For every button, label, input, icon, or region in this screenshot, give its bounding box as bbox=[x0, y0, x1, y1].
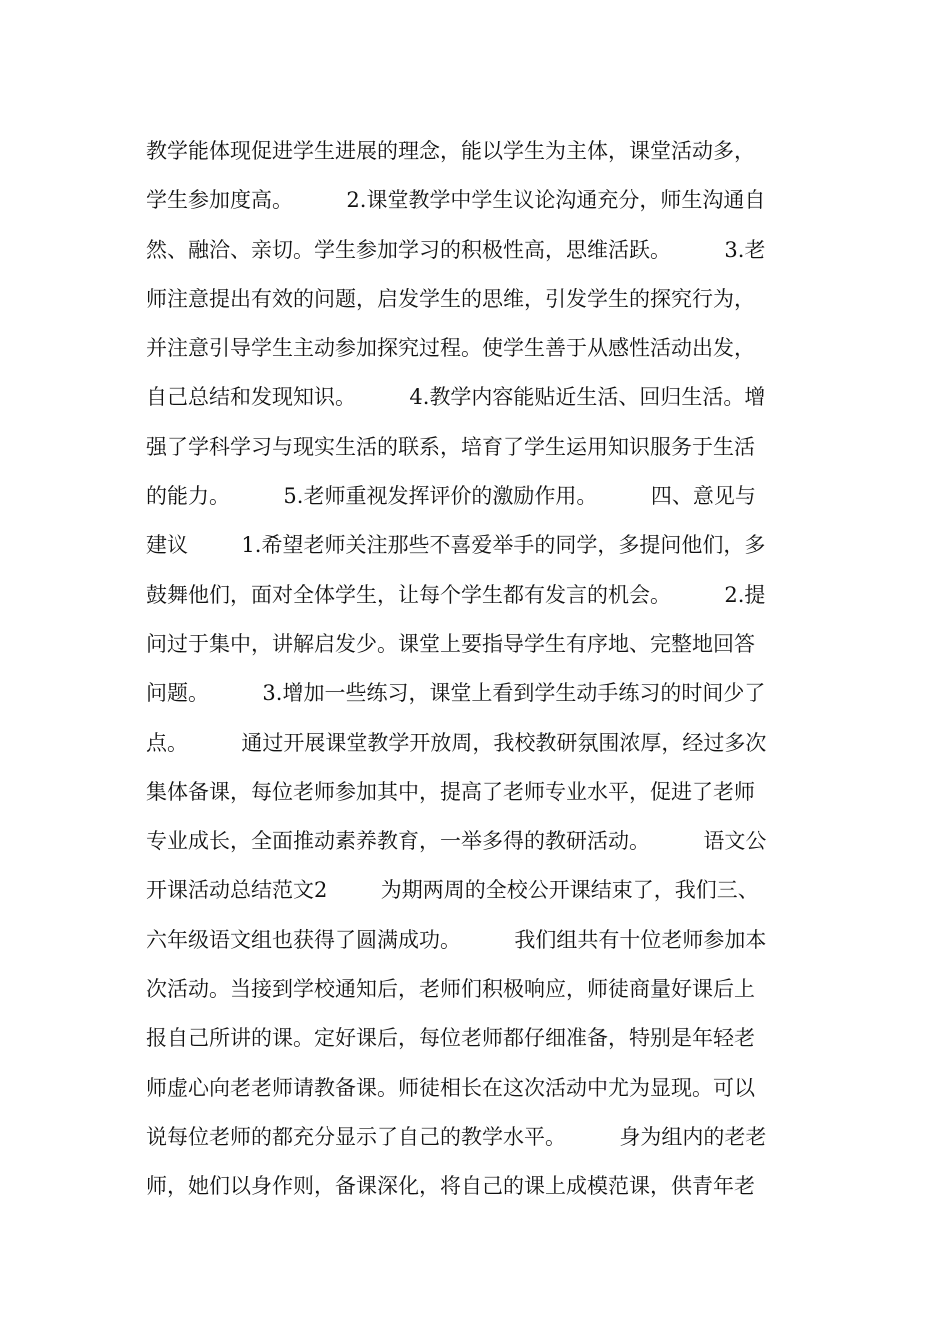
text-line: 并注意引导学生主动参加探究过程。使学生善于从感性活动出发， bbox=[146, 336, 755, 361]
text-line: 次活动。当接到学校通知后，老师们积极响应，师徒商量好课后上 bbox=[146, 977, 755, 1002]
text-line: 鼓舞他们，面对全体学生，让每个学生都有发言的机会。 2.提 bbox=[146, 582, 766, 607]
text-line: 开课活动总结范文2 为期两周的全校公开课结束了，我们三、 bbox=[146, 878, 759, 903]
text-line: 点。 通过开展课堂教学开放周，我校教研氛围浓厚，经过多次 bbox=[146, 730, 767, 755]
text-line: 学生参加度高。 2.课堂教学中学生议论沟通充分，师生沟通自 bbox=[146, 188, 766, 213]
text-line: 强了学科学习与现实生活的联系，培育了学生运用知识服务于生活 bbox=[146, 434, 755, 459]
text-line: 问过于集中，讲解启发少。课堂上要指导学生有序地、完整地回答 bbox=[146, 631, 755, 656]
text-line: 教学能体现促进学生进展的理念，能以学生为主体，课堂活动多， bbox=[146, 139, 755, 163]
text-line: 然、融洽、亲切。学生参加学习的积极性高，思维活跃。 3.老 bbox=[146, 237, 766, 262]
text-line: 师虚心向老老师请教备课。师徒相长在这次活动中尤为显现。可以 bbox=[146, 1075, 755, 1100]
text-line: 自己总结和发现知识。 4.教学内容能贴近生活、回归生活。增 bbox=[146, 385, 766, 410]
text-line: 六年级语文组也获得了圆满成功。 我们组共有十位老师参加本 bbox=[146, 927, 767, 952]
text-line: 师，她们以身作则，备课深化，将自己的课上成模范课，供青年老 bbox=[146, 1174, 755, 1199]
text-line: 的能力。 5.老师重视发挥评价的激励作用。 四、意见与 bbox=[146, 484, 756, 509]
text-line: 报自己所讲的课。定好课后，每位老师都仔细准备，特别是年轻老 bbox=[146, 1026, 755, 1051]
text-line: 说每位老师的都充分显示了自己的教学水平。 身为组内的老老 bbox=[146, 1124, 767, 1149]
text-line: 集体备课，每位老师参加其中，提高了老师专业水平，促进了老师 bbox=[146, 779, 755, 804]
text-line: 问题。 3.增加一些练习，课堂上看到学生动手练习的时间少了 bbox=[146, 681, 766, 706]
text-line: 建议 1.希望老师关注那些不喜爱举手的同学，多提问他们，多 bbox=[146, 533, 766, 558]
text-line: 专业成长，全面推动素养教育，一举多得的教研活动。 语文公 bbox=[146, 829, 767, 854]
body-text bbox=[146, 127, 826, 1212]
text-line: 师注意提出有效的问题，启发学生的思维，引发学生的探究行为， bbox=[146, 286, 755, 311]
